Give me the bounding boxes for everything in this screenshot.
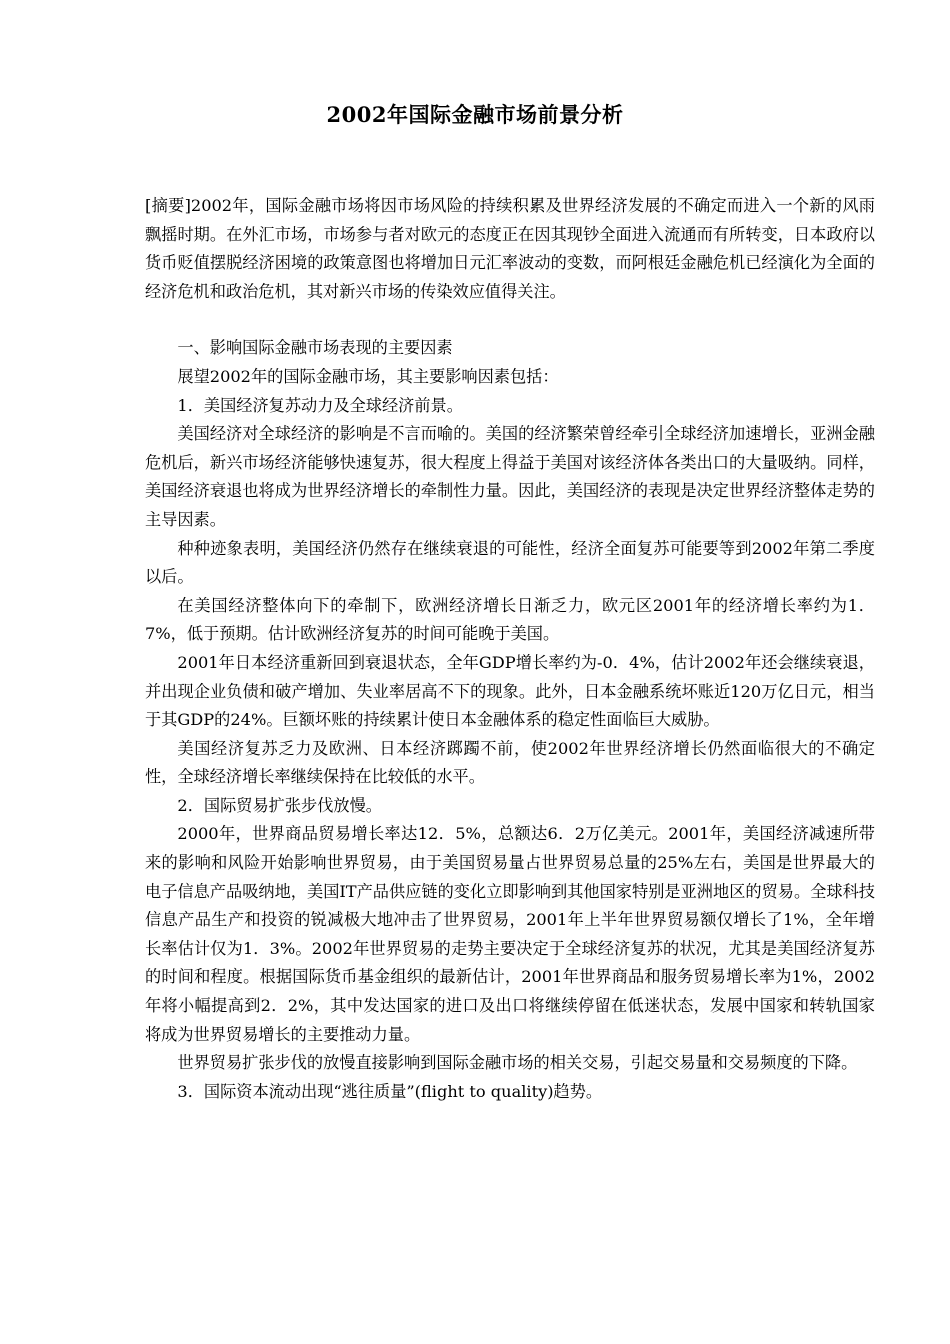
page-title: 2002年国际金融市场前景分析: [326, 102, 624, 128]
subsection-heading: 1．美国经济复苏动力及全球经济前景。: [177, 395, 463, 415]
paragraph: 2001年日本经济重新回到衰退状态，全年GDP增长率约为-0．4%，估计2002年还会继续衰退，并出现企业负债和破产增加、失业率居高不下的现象。此外，日本金融系统坏账近120万亿日元，相当于其GDP的24%。巨额坏账的持续累计使日本金融体系的稳定性面临巨大威胁。: [145, 652, 875, 730]
paragraph: 展望2002年的国际金融市场，其主要影响因素包括：: [177, 366, 559, 386]
section-heading: 一、影响国际金融市场表现的主要因素: [177, 338, 453, 358]
paragraph: 世界贸易扩张步伐的放慢直接影响到国际金融市场的相关交易，引起交易量和交易频度的下降。: [177, 1053, 858, 1073]
document-body: [145, 192, 875, 1106]
abstract-paragraph: [摘要]2002年，国际金融市场将因市场风险的持续积累及世界经济发展的不确定而进入一个新的风雨飘摇时期。在外汇市场，市场参与者对欧元的态度正在因其现钞全面进入流通而有所转变，日本政府以货币贬值摆脱经济困境的政策意图也将增加日元汇率波动的变数，而阿根廷金融危机已经演化为全面的经济危机和政治危机，其对新兴市场的传染效应值得关注。: [145, 196, 875, 301]
paragraph: 在美国经济整体向下的牵制下，欧洲经济增长日渐乏力，欧元区2001年的经济增长率约为1．7%，低于预期。估计欧洲经济复苏的时间可能晚于美国。: [145, 595, 875, 644]
paragraph: 种种迹象表明，美国经济仍然存在继续衰退的可能性，经济全面复苏可能要等到2002年第二季度以后。: [145, 538, 875, 587]
subsection-heading: 3．国际资本流动出现“逃往质量”(flight to quality)趋势。: [177, 1081, 603, 1101]
paragraph: 美国经济复苏乏力及欧洲、日本经济踯躅不前，使2002年世界经济增长仍然面临很大的不确定性，全球经济增长率继续保持在比较低的水平。: [145, 738, 875, 787]
paragraph: 2000年，世界商品贸易增长率达12．5%，总额达6．2万亿美元。2001年，美国经济减速所带来的影响和风险开始影响世界贸易，由于美国贸易量占世界贸易总量的25%左右，美国是世界最大的电子信息产品吸纳地，美国IT产品供应链的变化立即影响到其他国家特别是亚洲地区的贸易。全球科技信息产品生产和投资的锐减极大地冲击了世界贸易，2001年上半年世界贸易额仅增长了1%，全年增长率估计仅为1．3%。2002年世界贸易的走势主要决定于全球经济复苏的状况，尤其是美国经济复苏的时间和程度。根据国际货币基金组织的最新估计，2001年世界商品和服务贸易增长率为1%，2002年将小幅提高到2．2%，其中发达国家的进口及出口将继续停留在低迷状态，发展中国家和转轨国家将成为世界贸易增长的主要推动力量。: [145, 824, 875, 1044]
paragraph: 美国经济对全球经济的影响是不言而喻的。美国的经济繁荣曾经牵引全球经济加速增长，亚洲金融危机后，新兴市场经济能够快速复苏，很大程度上得益于美国对该经济体各类出口的大量吸纳。同样，美国经济衰退也将成为世界经济增长的牵制性力量。因此，美国经济的表现是决定世界经济整体走势的主导因素。: [145, 424, 875, 529]
subsection-heading: 2．国际贸易扩张步伐放慢。: [177, 795, 382, 815]
